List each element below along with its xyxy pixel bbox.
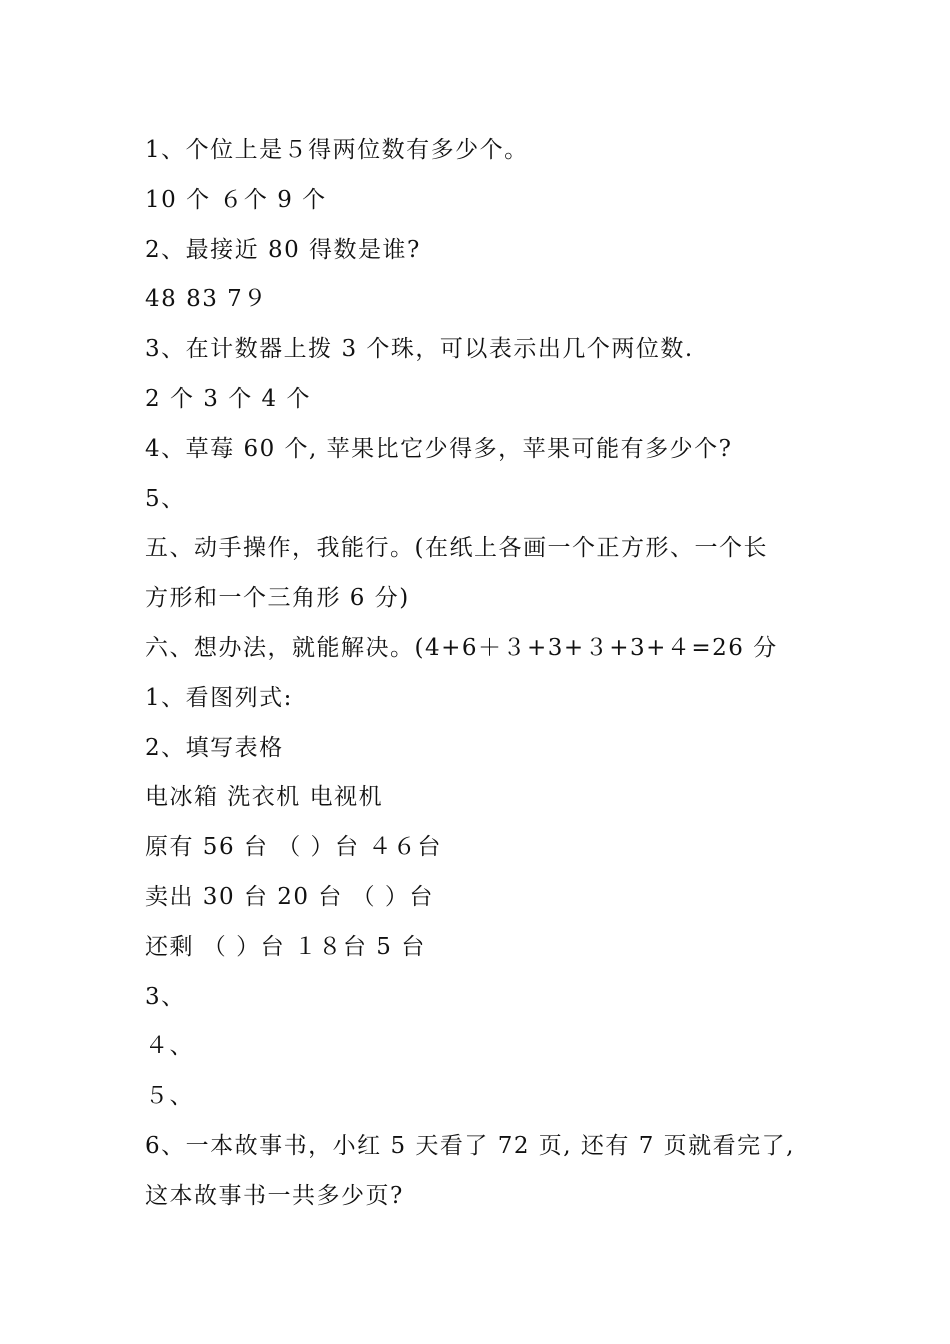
section-6-item-5: ５、 (145, 1083, 194, 1110)
section-6-item-4: ４、 (145, 1033, 194, 1060)
question-1: 1、个位上是５得两位数有多少个。 (145, 137, 529, 163)
table-row-original: 原有 56 台 （ ）台 ４６台 (145, 834, 442, 861)
section-6-item-1: 1、看图列式: (145, 684, 293, 711)
section-6-item-6-continued: 这本故事书一共多少页? (145, 1182, 404, 1209)
section-6-item-6: 6、一本故事书，小红 5 天看了 72 页, 还有 7 页就看完了, (145, 1132, 795, 1159)
question-3-options: 2 个 3 个 4 个 (145, 385, 311, 412)
question-3: 3、在计数器上拨 3 个珠，可以表示出几个两位数. (145, 336, 694, 363)
question-4: 4、草莓 60 个, 苹果比它少得多，苹果可能有多少个? (145, 435, 733, 462)
section-5-heading: 五、动手操作，我能行。(在纸上各画一个正方形、一个长 (145, 535, 768, 562)
table-header-row: 电冰箱 洗衣机 电视机 (145, 784, 384, 811)
section-5-heading-continued: 方形和一个三角形 6 分) (145, 585, 410, 612)
question-5: 5、 (145, 485, 186, 512)
table-row-remaining: 还剩 （ ）台 １８台 5 台 (145, 933, 426, 960)
question-2: 2、最接近 80 得数是谁? (145, 236, 421, 263)
table-row-sold: 卖出 30 台 20 台 （ ）台 (145, 883, 434, 910)
document-body (145, 126, 845, 1222)
section-6-item-2: 2、填写表格 (145, 734, 284, 761)
question-2-options: 48 83 7９ (145, 286, 268, 313)
question-1-options: 10 个 ６个 9 个 (145, 186, 327, 213)
section-6-heading: 六、想办法，就能解决。(4+6＋３+3+３+3+４=26 分 (145, 634, 778, 661)
section-6-item-3: 3、 (145, 983, 186, 1010)
